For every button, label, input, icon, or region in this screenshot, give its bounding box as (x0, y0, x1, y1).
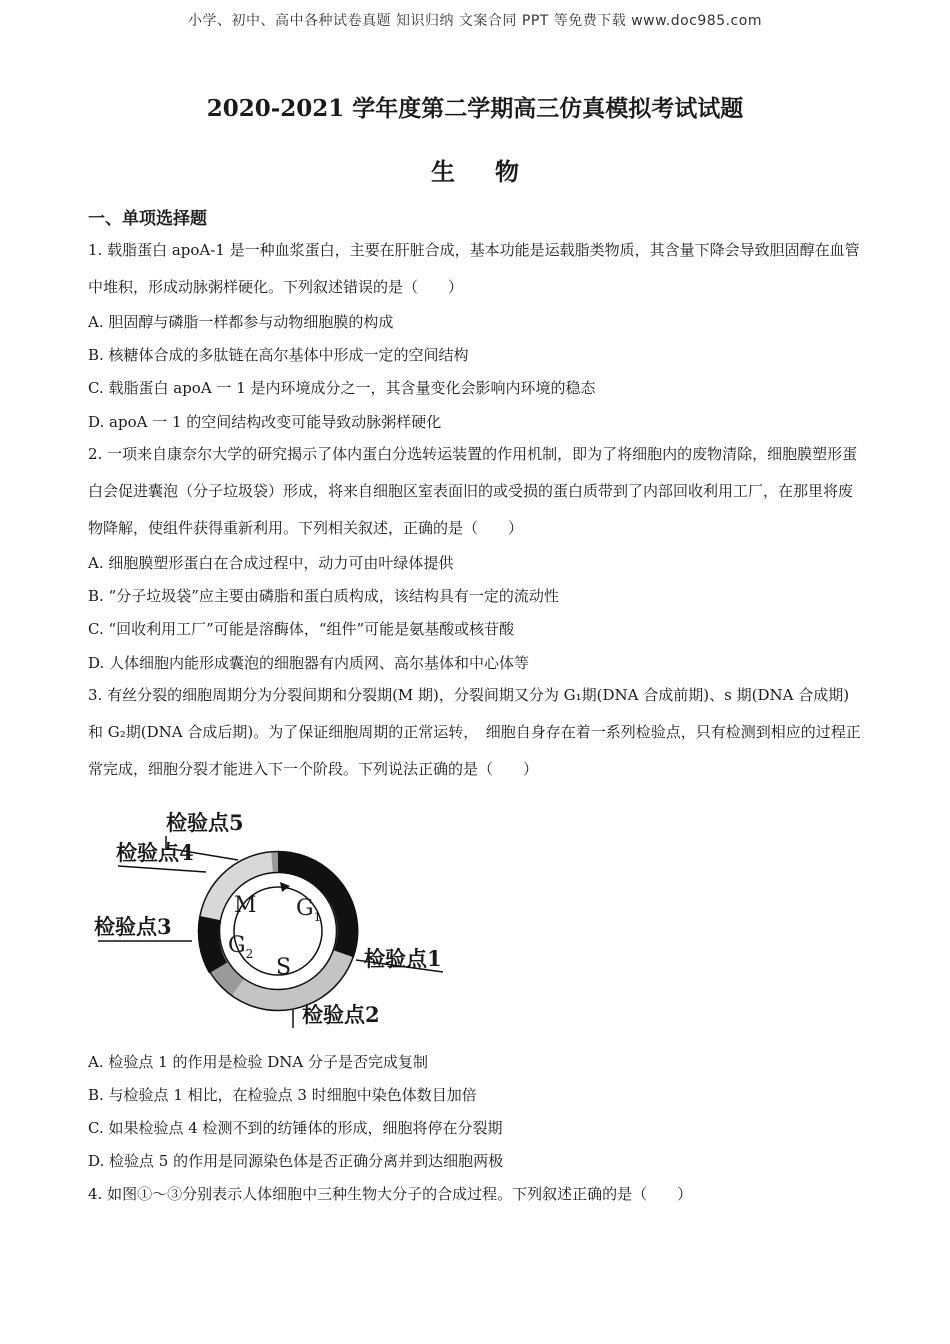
question-1-option-c: C. 载脂蛋白 apoA 一 1 是内环境成分之一，其含量变化会影响内环境的稳态 (88, 379, 596, 397)
checkpoint-5-label: 检验点5 (166, 810, 244, 835)
inner-arrowhead (280, 882, 290, 892)
question-1-stem: 1. 载脂蛋白 apoA-1 是一种血浆蛋白，主要在肝脏合成，基本功能是运载脂类物质，其含量下降会导致胆固醇在血管中堆积，形成动脉粥样硬化。下列叙述错误的是（ ） (88, 241, 860, 296)
question-3-option-b: B. 与检验点 1 相比，在检验点 3 时细胞中染色体数目加倍 (88, 1086, 477, 1104)
question-2-option-b: B. “分子垃圾袋”应主要由磷脂和蛋白质构成，该结构具有一定的流动性 (88, 587, 559, 605)
page-header: 小学、初中、高中各种试卷真题 知识归纳 文案合同 PPT 等免费下载 www.doc985.com (188, 13, 762, 29)
phase-g1-label: $G_1$ (296, 896, 322, 924)
question-3-option-c: C. 如果检验点 4 检测不到的纺锤体的形成，细胞将停在分裂期 (88, 1119, 503, 1137)
exam-title: 2020-2021 学年度第二学期高三仿真模拟考试试题 (206, 95, 744, 122)
checkpoint-4-label: 检验点4 (116, 840, 194, 865)
phase-s-label: S (276, 955, 292, 980)
checkpoint-1-label: 检验点1 (364, 946, 442, 971)
question-3-option-d: D. 检验点 5 的作用是同源染色体是否正确分离并到达细胞两极 (88, 1152, 504, 1170)
checkpoint-2-label: 检验点2 (302, 1002, 380, 1027)
section-heading: 一、单项选择题 (88, 209, 207, 229)
phase-g2-label: $G_2$ (228, 933, 254, 961)
question-3-stem: 3. 有丝分裂的细胞周期分为分裂间期和分裂期(M 期)，分裂间期又分为 G₁期(DNA 合成前期)、s 期(DNA 合成期) 和 G₂期(DNA 合成后期)。为了保证细胞周期的正常运转， 细胞自身存在着一系列检验点，只有检测到相应的过程正常完成，细胞分裂才能进入下一个阶段。下列说法正确的是（ ） (88, 686, 861, 778)
question-2-option-a: A. 细胞膜塑形蛋白在合成过程中，动力可由叶绿体提供 (88, 554, 454, 572)
question-1-option-a: A. 胆固醇与磷脂一样都参与动物细胞膜的构成 (88, 313, 394, 331)
question-1-option-d: D. apoA 一 1 的空间结构改变可能导致动脉粥样硬化 (88, 413, 442, 431)
g2-segment (208, 918, 218, 968)
question-4-stem: 4. 如图①～③分别表示人体细胞中三种生物大分子的合成过程。下列叙述正确的是（ ） (88, 1185, 693, 1203)
question-1-option-b: B. 核糖体合成的多肽链在高尔基体中形成一定的空间结构 (88, 346, 469, 364)
checkpoint-4-arrow (118, 866, 206, 872)
cell-cycle-diagram (88, 800, 458, 1040)
question-3-option-a: A. 检验点 1 的作用是检验 DNA 分子是否完成复制 (88, 1053, 428, 1071)
phase-m-label: M (234, 893, 257, 918)
question-2-stem: 2. 一项来自康奈尔大学的研究揭示了体内蛋白分选转运装置的作用机制，即为了将细胞内的废物清除，细胞膜塑形蛋白会促进囊泡（分子垃圾袋）形成，将来自细胞区室表面旧的或受损的蛋白质带到了内部回收利用工厂，在那里将废物降解，使组件获得重新利用。下列相关叙述，正确的是（ ） (88, 445, 858, 537)
question-2-option-c: C. “回收利用工厂”可能是溶酶体，“组件”可能是氨基酸或核苷酸 (88, 620, 515, 638)
subject-title: 生物 (431, 157, 559, 186)
question-2-option-d: D. 人体细胞内能形成囊泡的细胞器有内质网、高尔基体和中心体等 (88, 654, 530, 672)
checkpoint-3-label: 检验点3 (94, 914, 172, 939)
